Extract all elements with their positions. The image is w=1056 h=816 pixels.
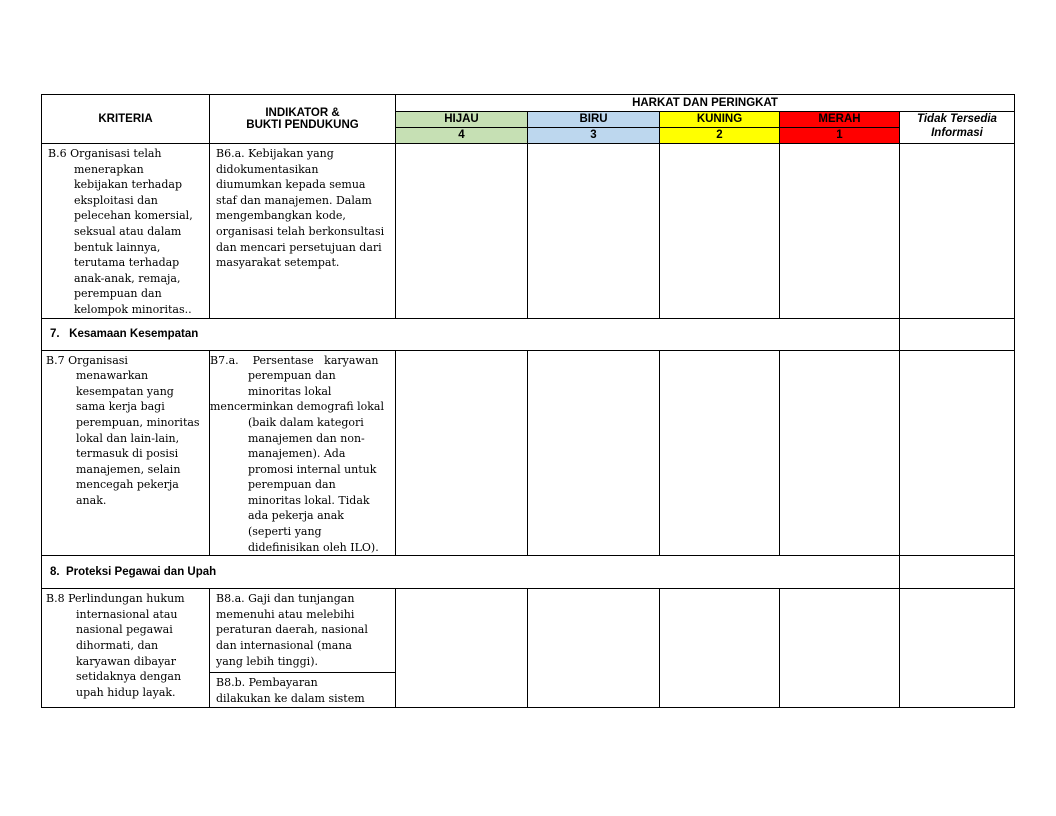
b6-merah-cell[interactable] (780, 144, 900, 319)
b7-tidak-cell[interactable] (900, 350, 1015, 556)
header-indikator-line1: INDIKATOR & (265, 107, 340, 119)
b6-biru-cell[interactable] (528, 144, 660, 319)
b8-merah-cell[interactable] (780, 589, 900, 708)
b7-merah-cell[interactable] (780, 350, 900, 556)
level-kuning-score: 2 (660, 128, 780, 144)
table-row-b6 (42, 144, 1015, 319)
b6-kriteria-line: terutama terhadap (74, 256, 180, 270)
b7-indikator-first: B7.a. Persentase karyawan (210, 353, 379, 367)
b6-kriteria-line: eksploitasi dan (74, 193, 158, 207)
header-harkat: HARKAT DAN PERINGKAT (396, 95, 1015, 112)
level-hijau-label: HIJAU (396, 112, 528, 128)
level-kuning-label: KUNING (660, 112, 780, 128)
section-row-7 (42, 318, 1015, 350)
b7-kriteria-line: manajemen, selain (76, 462, 181, 476)
b7-kuning-cell[interactable] (660, 350, 780, 556)
section-8-empty (900, 556, 1015, 589)
header-indikator (210, 95, 396, 144)
b7-indikator-b-line: manajemen dan non- (248, 431, 365, 445)
b8-kriteria-line: setidaknya dengan (76, 670, 182, 684)
b8-kriteria-line: B.8 Perlindungan hukum (46, 592, 185, 606)
b8-kriteria-line: nasional pegawai (76, 623, 173, 637)
b8b-indikator (210, 673, 396, 708)
b7-indikator-flush: mencerminkan demografi lokal (210, 400, 384, 414)
b8-hijau-cell[interactable] (396, 589, 528, 708)
b8-kriteria-line: internasional atau (76, 607, 178, 621)
tidak-line2: Informasi (931, 127, 983, 139)
b7-indikator-b-line: ada pekerja anak (248, 509, 344, 523)
b8a-indikator-text (210, 589, 395, 669)
section-row-8 (42, 556, 1015, 589)
b6-kriteria-line: kebijakan terhadap (74, 178, 182, 192)
b8-biru-cell[interactable] (528, 589, 660, 708)
b8-kriteria-text (42, 589, 209, 700)
b6-hijau-cell[interactable] (396, 144, 528, 319)
b7-kriteria-line: menawarkan (76, 369, 149, 383)
level-biru-label: BIRU (528, 112, 660, 128)
b7-indikator-a-line: perempuan dan (248, 369, 336, 383)
b8-kriteria-line: dihormati, dan (76, 639, 159, 653)
b6-kriteria-line: bentuk lainnya, (74, 240, 161, 254)
b7-kriteria-line: anak. (76, 493, 107, 507)
table-row-b7 (42, 350, 1015, 556)
b8-tidak-cell[interactable] (900, 589, 1015, 708)
b6-kriteria-line: pelecehan komersial, (74, 209, 193, 223)
b7-kriteria-line: termasuk di posisi (76, 447, 179, 461)
b7-kriteria-line: lokal dan lain-lain, (76, 431, 180, 445)
level-hijau-score: 4 (396, 128, 528, 144)
level-merah-score: 1 (780, 128, 900, 144)
level-merah-label: MERAH (780, 112, 900, 128)
header-indikator-line2: BUKTI PENDUKUNG (246, 119, 359, 131)
tidak-line1: Tidak Tersedia (917, 113, 997, 125)
b6-kriteria-line: menerapkan (74, 162, 144, 176)
assessment-table (41, 94, 1015, 708)
b8-kriteria-line: upah hidup layak. (76, 685, 176, 699)
b7-kriteria-line: B.7 Organisasi (46, 353, 128, 367)
section-7-empty (900, 318, 1015, 350)
b7-indikator-b (210, 415, 393, 555)
b6-indikator-line: diumumkan kepada semua (216, 178, 366, 192)
b6-kriteria-line: seksual atau dalam (74, 224, 182, 238)
b8a-indikator-line: yang lebih tinggi). (216, 654, 318, 668)
b6-kriteria-line: B.6 Organisasi telah (48, 147, 162, 160)
b6-indikator-line: B6.a. Kebijakan yang (216, 147, 334, 160)
b7-biru-cell[interactable] (528, 350, 660, 556)
b7-indikator (210, 350, 396, 556)
b7-indikator-b-line: promosi internal untuk (248, 462, 377, 476)
b6-kriteria (42, 144, 210, 319)
level-biru-score: 3 (528, 128, 660, 144)
b7-hijau-cell[interactable] (396, 350, 528, 556)
b7-indikator-b-line: (baik dalam kategori (248, 415, 364, 429)
b7-indikator-b-line: (seperti yang (248, 525, 322, 539)
b7-kriteria-text (42, 351, 209, 509)
b6-indikator-line: didokumentasikan (216, 162, 319, 176)
b6-indikator-line: organisasi telah berkonsultasi (216, 224, 385, 238)
b6-indikator-line: staf dan manajemen. Dalam (216, 193, 372, 207)
b8a-indikator-line: memenuhi atau melebihi (216, 607, 355, 621)
b7-kriteria-line: mencegah pekerja (76, 478, 179, 492)
b6-kuning-cell[interactable] (660, 144, 780, 319)
b8a-indikator-line: dan internasional (mana (216, 639, 352, 653)
b8-kriteria (42, 589, 210, 708)
b7-indikator-b-line: manajemen). Ada (248, 447, 346, 461)
header-tidak-tersedia (900, 112, 1015, 144)
header-kriteria: KRITERIA (42, 95, 210, 144)
b6-indikator-text (210, 144, 395, 271)
b6-kriteria-text (42, 144, 209, 318)
b7-kriteria-line: sama kerja bagi (76, 400, 165, 414)
table-row-b8a (42, 589, 1015, 673)
b6-indikator (210, 144, 396, 319)
b8a-indikator (210, 589, 396, 673)
b7-indikator-b-line: minoritas lokal. Tidak (248, 493, 370, 507)
b6-kriteria-line: kelompok minoritas.. (74, 302, 192, 316)
b6-indikator-line: masyarakat setempat. (216, 256, 340, 270)
b7-indikator-b-line: didefinisikan oleh ILO). (248, 540, 379, 554)
b6-kriteria-line: anak-anak, remaja, (74, 271, 181, 285)
b7-indikator-a-line: minoritas lokal (248, 384, 332, 398)
b8a-indikator-line: peraturan daerah, nasional (216, 623, 368, 637)
b8a-indikator-line: B8.a. Gaji dan tunjangan (216, 592, 355, 606)
b7-indikator-b-line: perempuan dan (248, 478, 336, 492)
b8b-indikator-line: B8.b. Pembayaran (216, 676, 318, 690)
b6-indikator-line: mengembangkan kode, (216, 209, 346, 223)
b8b-indikator-line: dilakukan ke dalam sistem (216, 691, 365, 705)
b8-kuning-cell[interactable] (660, 589, 780, 708)
b6-tidak-cell[interactable] (900, 144, 1015, 319)
section-7-title: 7. Kesamaan Kesempatan (42, 318, 900, 350)
b7-indikator-a (210, 368, 393, 399)
b8-kriteria-line: karyawan dibayar (76, 654, 176, 668)
b7-kriteria-line: perempuan, minoritas (76, 415, 200, 429)
b7-kriteria (42, 350, 210, 556)
b8b-indikator-text (210, 673, 395, 706)
b6-kriteria-line: perempuan dan (74, 287, 162, 301)
b7-kriteria-line: kesempatan yang (76, 384, 174, 398)
section-8-title: 8. Proteksi Pegawai dan Upah (42, 556, 900, 589)
b6-indikator-line: dan mencari persetujuan dari (216, 240, 382, 254)
b7-indikator-text (210, 351, 395, 556)
